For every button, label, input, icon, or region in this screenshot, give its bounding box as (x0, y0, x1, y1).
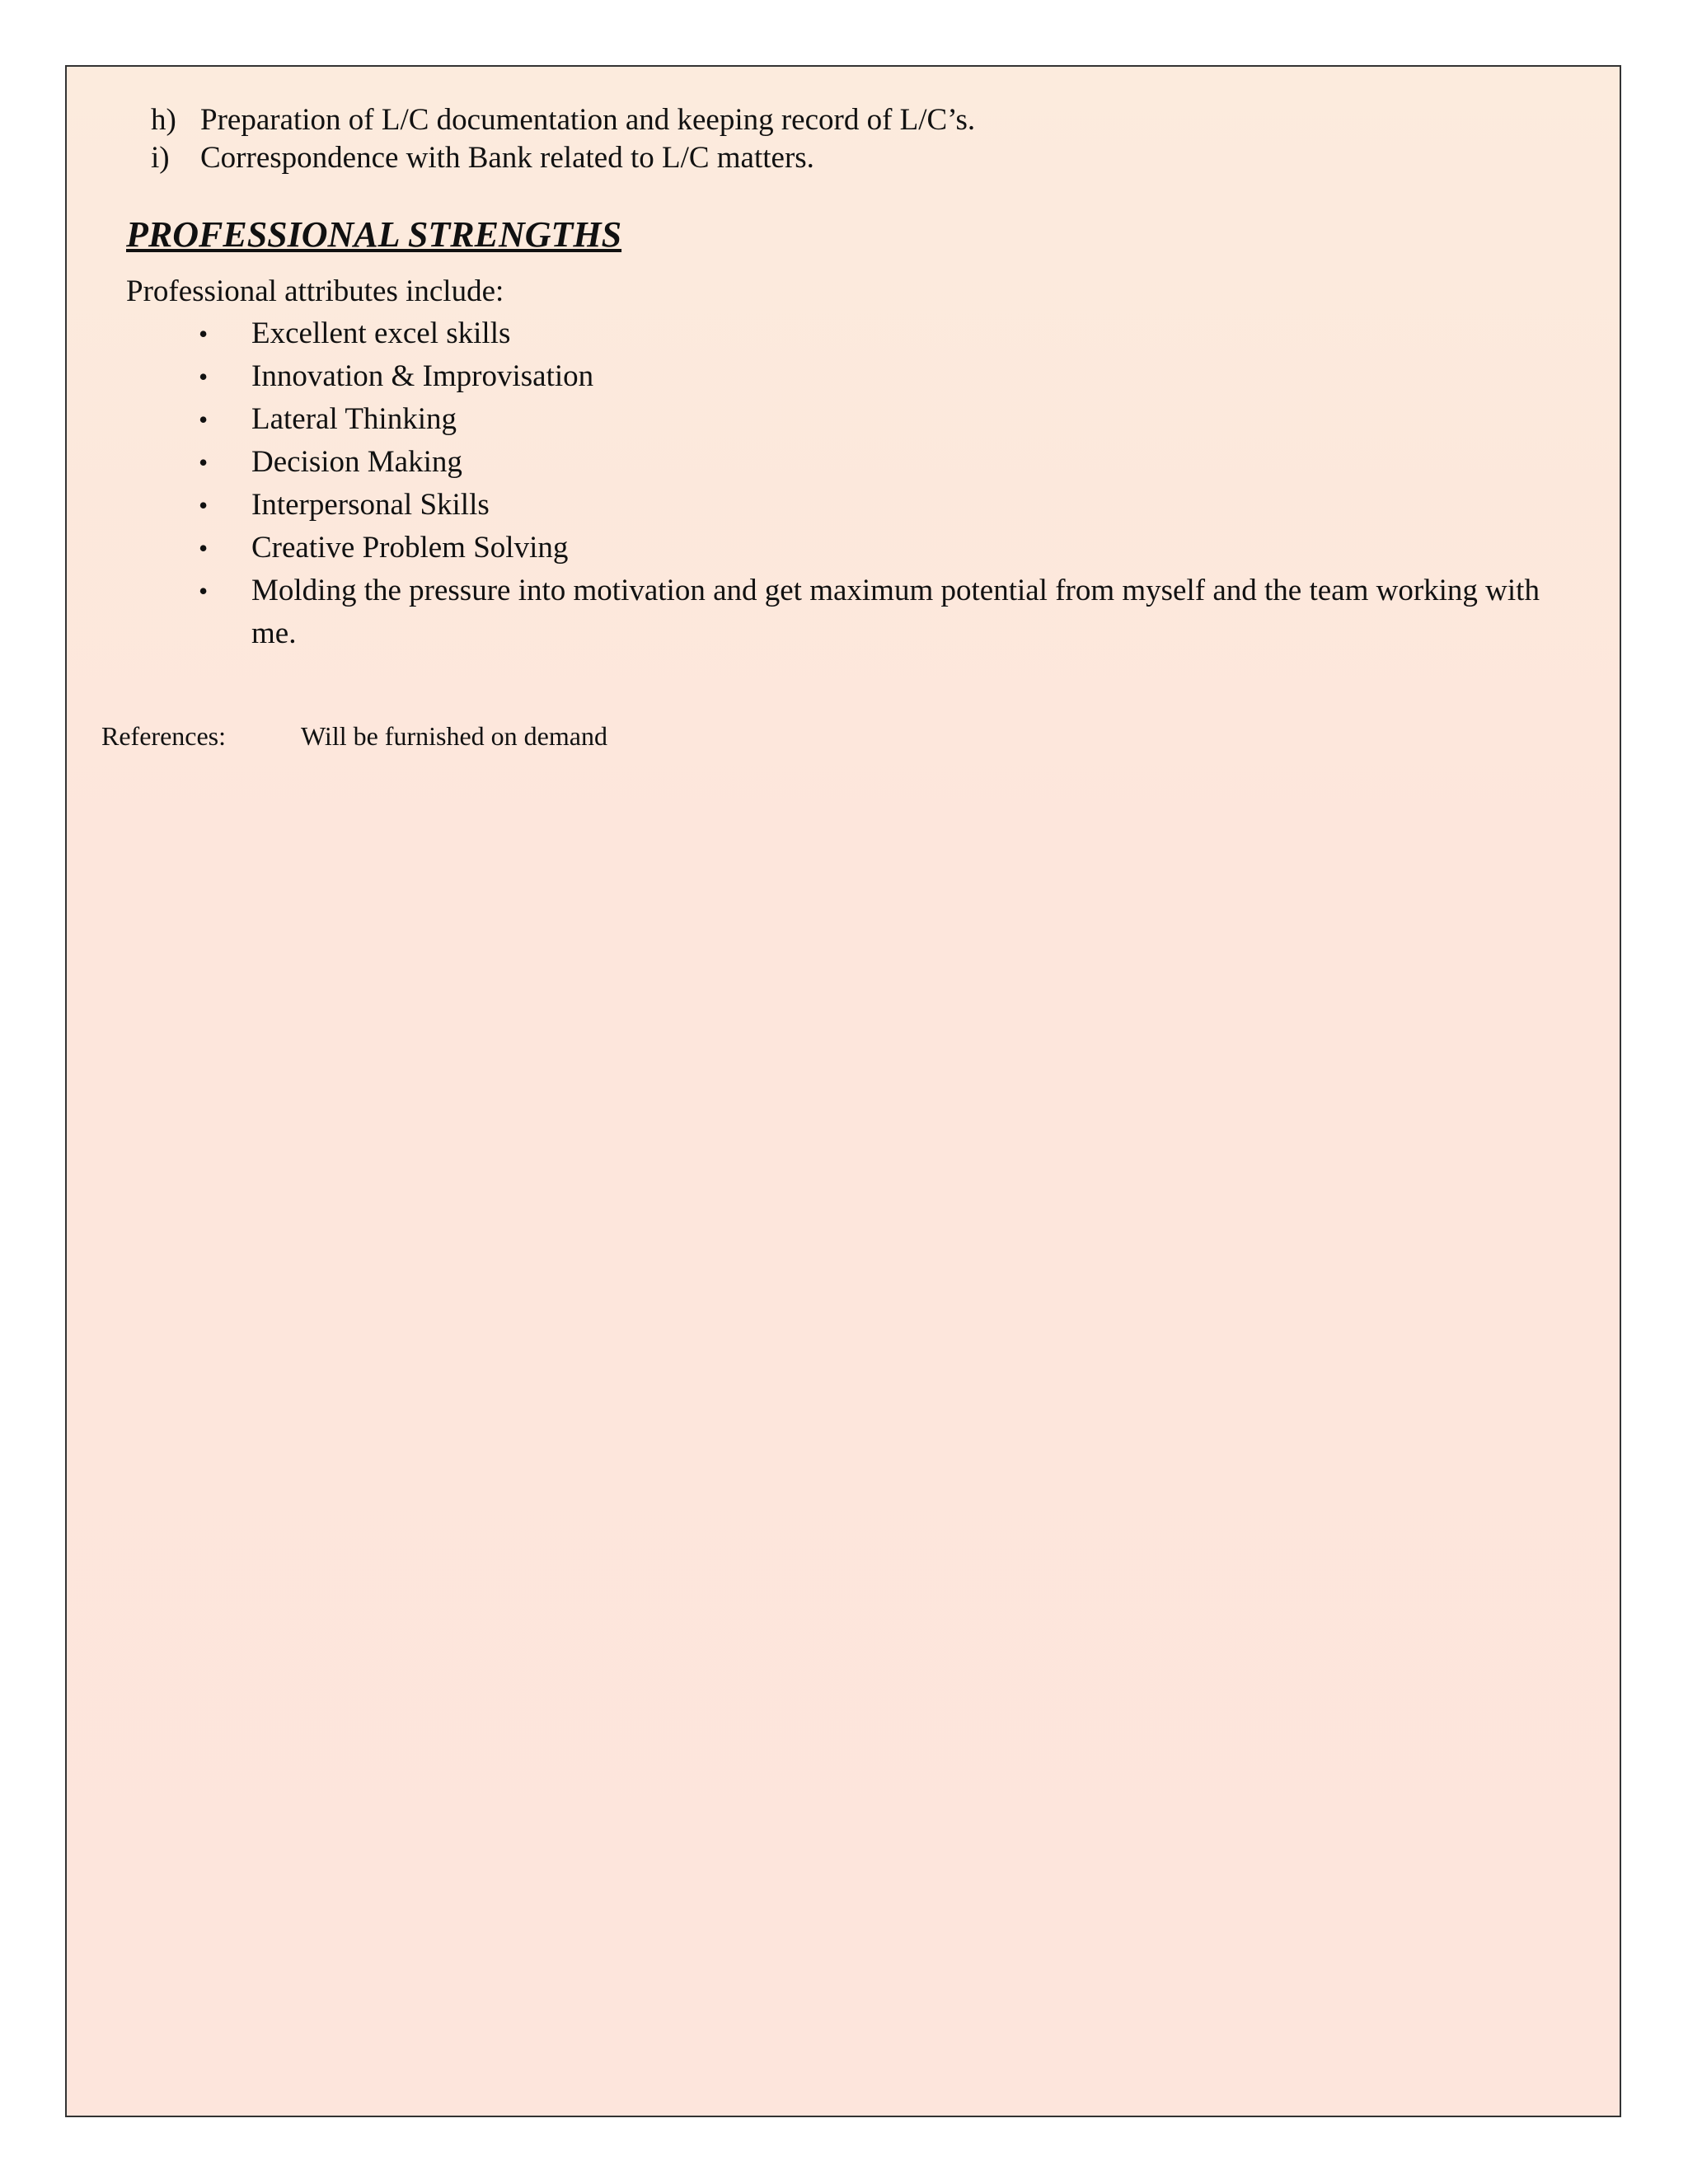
list-item-text: Creative Problem Solving (251, 531, 569, 565)
list-item (199, 527, 1550, 569)
bullet-icon: • (199, 533, 209, 563)
list-item-text: Molding the pressure into motivation and get maximum potential from myself and the team working with me. (251, 574, 1540, 650)
bullet-icon: • (199, 405, 209, 434)
bullet-icon: • (199, 448, 209, 477)
list-marker: i) (151, 141, 170, 175)
list-item-text: Interpersonal Skills (251, 488, 490, 522)
page-content (67, 67, 1620, 2116)
list-item (151, 139, 975, 177)
list-item (199, 484, 1550, 527)
list-item-text: Decision Making (251, 445, 462, 479)
list-item-text: Preparation of L/C documentation and keeping record of L/C’s. (200, 103, 976, 137)
bullet-icon: • (199, 362, 209, 391)
list-item-text: Excellent excel skills (251, 316, 511, 350)
resume-page (65, 65, 1621, 2117)
lettered-duties-list (151, 101, 975, 177)
section-intro: Professional attributes include: (126, 274, 504, 308)
list-item (151, 101, 975, 139)
list-item-text: Innovation & Improvisation (251, 359, 594, 393)
list-marker: h) (151, 103, 176, 137)
list-item-text: Correspondence with Bank related to L/C matters. (200, 141, 814, 175)
section-heading: PROFESSIONAL STRENGTHS (126, 214, 622, 255)
references-row (101, 719, 607, 752)
strengths-list (199, 312, 1550, 655)
bullet-icon: • (199, 576, 209, 606)
list-item (199, 569, 1550, 655)
references-label: References: (101, 721, 227, 751)
references-value: Will be furnished on demand (301, 721, 607, 751)
bullet-icon: • (199, 490, 209, 520)
list-item (199, 355, 1550, 398)
list-item-text: Lateral Thinking (251, 402, 457, 436)
list-item (199, 441, 1550, 484)
list-item (199, 398, 1550, 441)
list-item (199, 312, 1550, 355)
bullet-icon: • (199, 319, 209, 349)
